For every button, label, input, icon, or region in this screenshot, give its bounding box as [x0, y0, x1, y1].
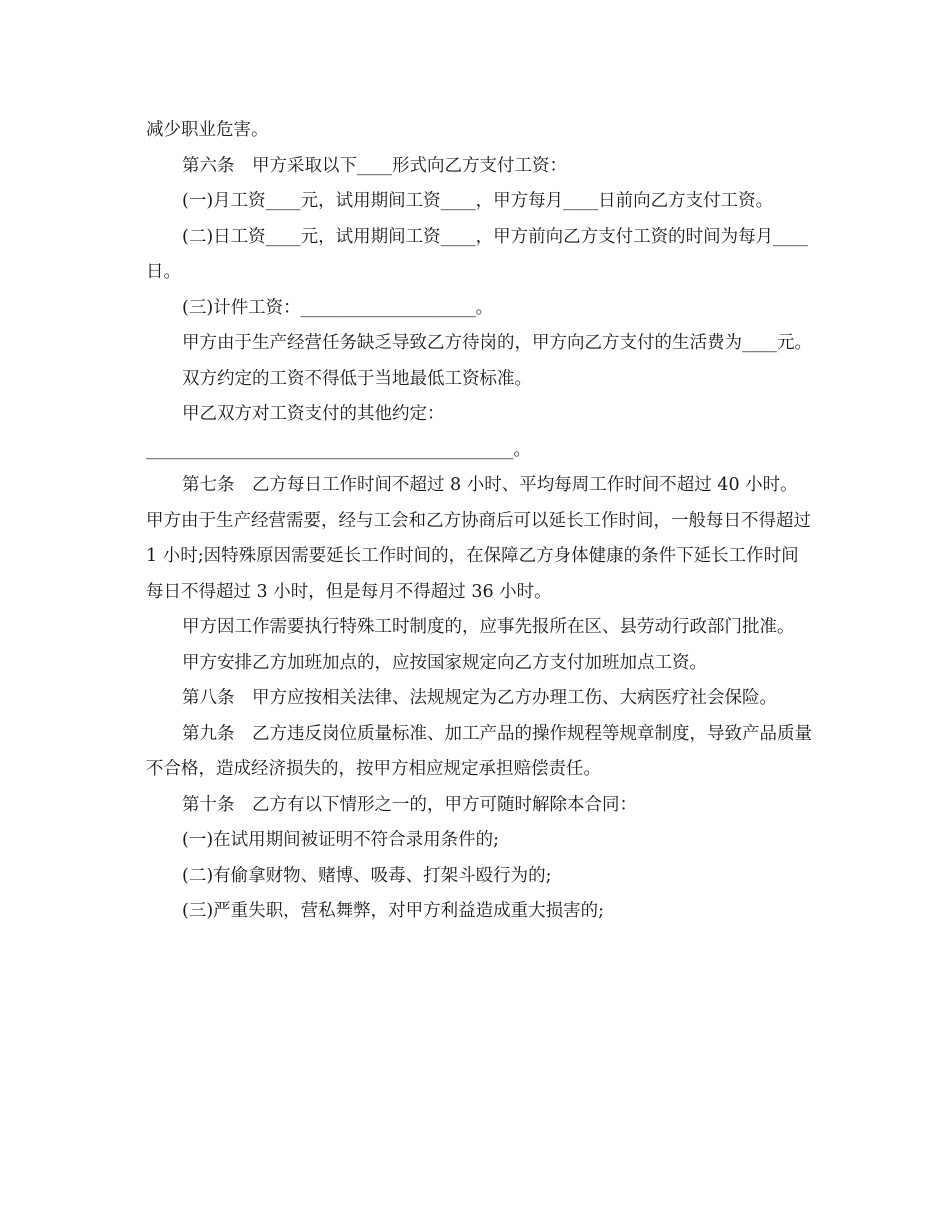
- list-item: (三)严重失职，营私舞弊，对甲方利益造成重大损害的;: [182, 901, 605, 921]
- list-item: (二)有偷拿财物、赌博、吸毒、打架斗殴行为的;: [182, 865, 552, 886]
- paragraph: 甲方由于生产经营任务缺乏导致乙方待岗的，甲方向乙方支付的生活费为____元。: [182, 333, 812, 353]
- paragraph: 甲方因工作需要执行特殊工时制度的，应事先报所在区、县劳动行政部门批准。: [182, 617, 795, 637]
- paragraph: (一)月工资____元，试用期间工资____，甲方每月____日前向乙方支付工资。: [182, 191, 774, 211]
- paragraph: 双方约定的工资不得低于当地最低工资标准。: [182, 368, 532, 389]
- paragraph: (二)日工资____元，试用期间工资____，甲方前向乙方支付工资的时间为每月____日。: [146, 226, 809, 282]
- paragraph: 甲乙双方对工资支付的其他约定：: [182, 404, 445, 424]
- contract-body: [146, 113, 817, 930]
- article-6-heading: 第六条 甲方采取以下____形式向乙方支付工资：: [182, 155, 567, 176]
- article-8: 第八条 甲方应按相关法律、法规规定为乙方办理工伤、大病医疗社会保险。: [182, 688, 777, 708]
- blank-line: __________________________________________。: [146, 439, 531, 460]
- article-10: 第十条 乙方有以下情形之一的，甲方可随时解除本合同：: [182, 794, 637, 815]
- article-7: 第七条 乙方每日工作时间不超过 8 小时、平均每周工作时间不超过 40 小时。甲方由于生产经营需要，经与工会和乙方协商后可以延长工作时间，一般每日不得超过 1 小时;因特殊原因需要延长工作时间的，在保障乙方身体健康的条件下延长工作时间每日不得超过 3 小时，但是每月不得超过 36 小时。: [146, 475, 817, 602]
- paragraph: 减少职业危害。: [146, 120, 269, 140]
- list-item: (一)在试用期间被证明不符合录用条件的;: [182, 830, 500, 850]
- paragraph: (三)计件工资：____________________。: [182, 297, 494, 318]
- paragraph: 甲方安排乙方加班加点的，应按国家规定向乙方支付加班加点工资。: [182, 652, 707, 673]
- article-9: 第九条 乙方违反岗位质量标准、加工产品的操作规程等规章制度，导致产品质量不合格，造成经济损失的，按甲方相应规定承担赔偿责任。: [146, 723, 812, 779]
